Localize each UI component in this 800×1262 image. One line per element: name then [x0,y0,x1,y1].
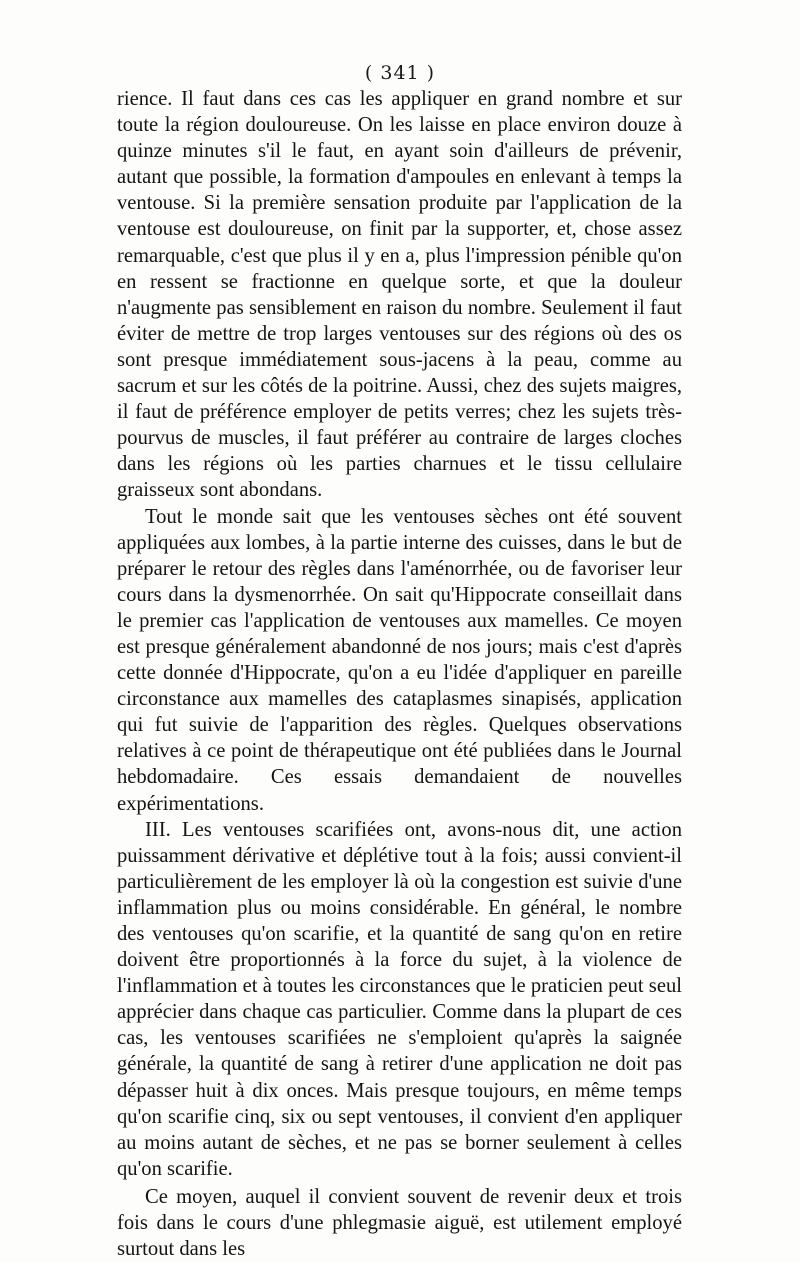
paragraph-ventouses-scarifiees: III. Les ventouses scarifiées ont, avons-nous dit, une action puissamment dérivative et déplétive tout à la fois; aussi convient-il particulièrement de les employer là où la congestion est suivie d'une inflammation plus ou moins considérable. En général, le nombre des ventouses qu'on scarifie, et la quantité de sang qu'on en retire doivent être proportionnés à la force du sujet, à la violence de l'inflammation et à toutes les circonstances que le praticien peut seul apprécier dans chaque cas particulier. Comme dans la plupart de ces cas, les ventouses scarifiées ne s'emploient qu'après la saignée générale, la quantité de sang à retirer d'une application ne doit pas dépasser huit à dix onces. Mais presque toujours, en même temps qu'on scarifie cinq, six ou sept ventouses, il convient d'en appliquer au moins autant de sèches, et ne pas se borner seulement à celles qu'on scarifie. [117,818,682,1180]
body-text [117,86,682,1262]
paragraph-phlegmasie: Ce moyen, auquel il convient souvent de revenir deux et trois fois dans le cours d'une phlegmasie aiguë, est utilement employé surtout dans les [117,1185,682,1261]
page-number: ( 341 ) [364,62,436,84]
paragraph-ventouses-seches: Tout le monde sait que les ventouses sèches ont été souvent appliquées aux lombes, à la partie interne des cuisses, dans le but de préparer le retour des règles dans l'aménorrhée, ou de favoriser leur cours dans la dysmenorrhée. On sait qu'Hippocrate conseillait dans le premier cas l'application de ventouses aux mamelles. Ce moyen est presque généralement abandonné de nos jours; mais c'est d'après cette donnée d'Hippocrate, qu'on a eu l'idée d'appliquer en pareille circonstance aux mamelles des cataplasmes sinapisés, application qui fut suivie de l'apparition des règles. Quelques observations relatives à ce point de thérapeutique ont été publiées dans le Journal hebdomadaire. Ces essais demandaient de nouvelles expérimentations. [117,505,682,815]
paragraph-continuation: rience. Il faut dans ces cas les appliquer en grand nombre et sur toute la région douloureuse. On les laisse en place environ douze à quinze minutes s'il le faut, en ayant soin d'ailleurs de prévenir, autant que possible, la formation d'ampoules en enlevant à temps la ventouse. Si la première sensation produite par l'application de la ventouse est douloureuse, on finit par la supporter, et, chose assez remarquable, c'est que plus il y en a, plus l'impression pénible qu'on en ressent se fractionne en quelque sorte, et que la douleur n'augmente pas sensiblement en raison du nombre. Seulement il faut éviter de mettre de trop larges ventouses sur des régions où des os sont presque immédiatement sous-jacens à la peau, comme au sacrum et sur les côtés de la poitrine. Aussi, chez des sujets maigres, il faut de préférence employer de petits verres; chez les sujets très-pourvus de muscles, il faut préférer au contraire de larges cloches dans les régions où les parties charnues et le tissu cellulaire graisseux sont abondans. [117,88,682,502]
